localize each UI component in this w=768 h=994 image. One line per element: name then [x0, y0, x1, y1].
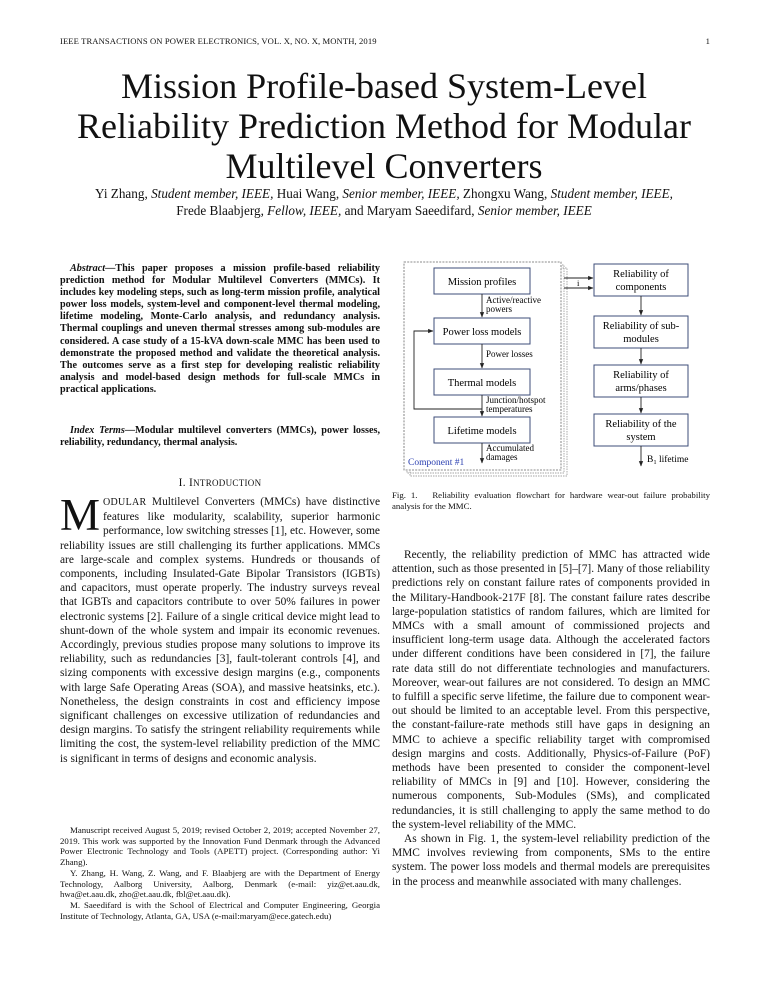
caption-label: Fig. 1.: [392, 490, 418, 500]
drop-cap: M: [60, 490, 101, 540]
mission-profiles-box: [434, 268, 530, 294]
footnote: Y. Zhang, H. Wang, Z. Wang, and F. Blaabjerg are with the Department of Energy Technology, Aalborg University, Aalborg, Denmark (e-mail: yiz@et.aau.dk, hwa@et.aau.dk, zho@et.aau.dk, fbl@et.aau.dk).: [60, 867, 380, 900]
reliability-components-box: [594, 264, 688, 296]
abstract-text: —This paper proposes a mission profile-based reliability prediction method for Modular Multilevel Converters (MMCs). It includes key modeling steps, such as long-term mission profile, analytical power loss models, system-level and component-level thermal modeling, lifetime modeling, Monte-Carlo analysis, and redundancy analysis. Thermal couplings and uneven thermal stresses among sub-modules are considered. A case study of a 15-kVA down-scale MMC has been used to demonstrate the proposed method and validate the theoretical analysis. The outcomes serve as a first step for developing realistic reliability analysis and model-based design methods for full-scale MMCs in practical applications.: [60, 263, 380, 395]
caption-text: Reliability evaluation flowchart for hardware wear-out failure probability analysis for the MMC.: [392, 490, 711, 511]
author-name: Zhongxu Wang,: [459, 186, 551, 201]
author-name: and Maryam Saeedifard,: [341, 203, 478, 218]
author-role: Student member, IEEE,: [550, 186, 673, 201]
figure-1-flowchart: [400, 258, 710, 480]
footnotes: [60, 825, 380, 921]
arrow-label: Junction/hotspot: [486, 395, 546, 405]
author-name: Yi Zhang,: [95, 186, 152, 201]
index-terms-text: —Modular multilevel converters (MMCs), power losses, reliability, redundancy, thermal analysis.: [60, 425, 380, 449]
svg-text:Reliability of sub-: Reliability of sub-: [602, 321, 680, 332]
index-terms-label: Index Terms: [70, 425, 125, 436]
body-paragraph: As shown in Fig. 1, the system-level reliability prediction of the MMC involves reviewing from components, SMs to the entire system. The power loss models and thermal models are prerequisites in the process and meanwhile associated with many challenges.: [392, 833, 710, 888]
svg-text:Mission profiles: Mission profiles: [447, 277, 517, 288]
author-role: Student member, IEEE,: [151, 186, 274, 201]
author-role: Fellow, IEEE,: [267, 203, 342, 218]
svg-text:Thermal models: Thermal models: [447, 378, 517, 389]
svg-text:Reliability of: Reliability of: [613, 370, 669, 381]
author-name: Frede Blaabjerg,: [176, 203, 268, 218]
lifetime-label: $B_1$ lifetime: [647, 455, 689, 466]
abstract: [60, 263, 380, 396]
thermal-models-box: [434, 369, 530, 395]
footnote: Manuscript received August 5, 2019; revised October 2, 2019; accepted November 27, 2019. This work was supported by the Innovation Fund Denmark through the Advanced Power Electronic Technology and Tools (APETT) project. (Corresponding author: Yi Zhang).: [60, 825, 380, 868]
arrow-label: powers: [486, 304, 512, 314]
svg-text:components: components: [615, 282, 667, 293]
svg-text:Lifetime models: Lifetime models: [447, 426, 517, 437]
arrow-label: Accumulated: [486, 443, 534, 453]
svg-text:Reliability of the: Reliability of the: [605, 419, 677, 430]
figure-caption: [392, 490, 710, 512]
index-terms: [60, 425, 380, 449]
component-label: Component #1: [408, 458, 465, 468]
section-heading: I. INTRODUCTION: [178, 477, 262, 489]
right-column-body: [392, 548, 710, 889]
svg-text:system: system: [626, 432, 656, 443]
lifetime-models-box: [434, 417, 530, 443]
power-loss-models-box: [434, 318, 530, 344]
introduction-paragraph: MODULAR Multilevel Converters (MMCs) have distinctive features like modularity, scalability, superior harmonic performance, low switching stresses [1], etc. However, some reliability issues are still challenging its further applications. MMCs are large-scale and complex systems. Hundreds or thousands of components, including Insulated-Gate Bipolar Transistors (IGBTs) and capacitors, must operate properly. The industry surveys reveal that IGBTs and capacitors contribute to over 50% failures in power electronic systems [2]. Failure of a single critical device might lead to shunt-down of the whole system and impair its economic revenues. Accordingly, previous studies propose many solutions to improve its reliability, such as redundancies [3], fault-tolerant controls [4], and sizing components with excessive design margins (e.g., components with large Safe Operating Areas (SOA), and massive heatsinks, etc.). Nonetheless, the design constraints in cost and efficiency impose significant challenges on excessive utilization of redundancies and design margins. To satisfy the stringent reliability requirements while limiting the cost, the system-level reliability prediction of the MMC is significant in terms of designs and economic analysis.: [60, 490, 380, 765]
body-paragraph: Recently, the reliability prediction of MMC has attracted wide attention, such as those presented in [5]–[7]. Many of those reliability predictions rely on constant failure rates of components provided in the Military-Handbook-217F [8]. The constant failure rates describe large-population statistics of random failures, which are limited for MMCs with a small amount of commissioned projects and insufficient long-term usage data. Although the accelerated factors under different conditions have been considered in [7], the failure rate data still do not differentiate technologies and manufacturers. Moreover, wear-out failures are not considered. To design an MMC to fulfill a specific serve lifetime, the failure due to component wear-out should be limited to an acceptable level. From this perspective, the constant-failure-rate methods still have gaps in designing an MMC to achieve a specific reliability target with compromised design margins and costs. Additionally, Physics-of-Failure (PoF) methods have been presented to consider the component-level reliability of MMCs in [9] and [10]. However, considering the numerous components, Sub-Modules (SMs), and complicated redundancies, it is still challenging to apply the same method to do the system-level reliability of the MMC.: [392, 549, 710, 831]
page-number: 1: [705, 36, 710, 46]
reliability-system-box: [594, 414, 688, 446]
svg-text:Reliability of: Reliability of: [613, 269, 669, 280]
svg-text:arms/phases: arms/phases: [615, 383, 667, 394]
svg-text:Power loss models: Power loss models: [442, 327, 522, 338]
author-role: Senior member, IEEE,: [342, 186, 460, 201]
arrow-label: Active/reactive: [486, 295, 541, 305]
arrow-label: Power losses: [486, 349, 533, 359]
index-label: i: [577, 278, 580, 288]
arrow-label: damages: [486, 452, 518, 462]
paper-title: Mission Profile-based System-Level Reliability Prediction Method for Modular Multilevel Converters: [77, 66, 691, 186]
author-name: Huai Wang,: [273, 186, 343, 201]
reliability-arms-phases-box: [594, 365, 688, 397]
abstract-label: Abstract: [70, 263, 106, 274]
arrow-label: temperatures: [486, 404, 533, 414]
author-list: [60, 185, 708, 219]
reliability-submodules-box: [594, 316, 688, 348]
author-role: Senior member, IEEE: [477, 203, 592, 218]
running-header: IEEE TRANSACTIONS ON POWER ELECTRONICS, VOL. X, NO. X, MONTH, 2019: [60, 36, 377, 46]
svg-text:modules: modules: [623, 334, 659, 345]
footnote: M. Saeedifard is with the School of Electrical and Computer Engineering, Georgia Institute of Technology, Atlanta, GA, USA (e-mail:maryam@ece.gatech.edu): [60, 899, 380, 921]
